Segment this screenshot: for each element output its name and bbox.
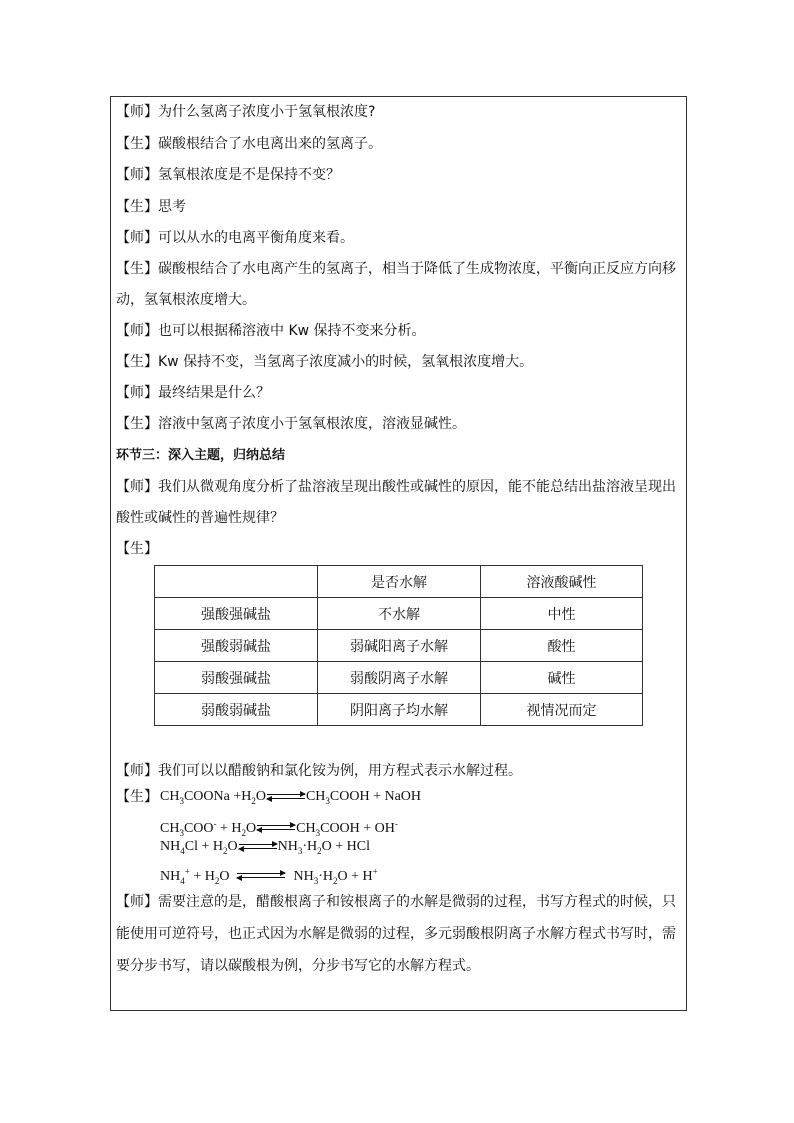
equation-left: $CH_3COONa +H_2O$ bbox=[160, 789, 266, 806]
table-row bbox=[155, 694, 643, 726]
table-cell: 弱酸阴离子水解 bbox=[318, 662, 481, 694]
equation-left: $NH_4Cl + H_2O$ bbox=[160, 839, 238, 856]
table-row bbox=[155, 662, 643, 694]
dialogue-line: 酸性或碱性的普遍性规律？ bbox=[116, 510, 284, 526]
reversible-arrow-icon bbox=[267, 792, 305, 802]
table-cell: 酸性 bbox=[481, 630, 643, 662]
dialogue-line: 【师】为什么氢离子浓度小于氢氧根浓度? bbox=[116, 104, 376, 120]
dialogue-line: 动，氢氧根浓度增大。 bbox=[116, 292, 256, 308]
reversible-arrow-icon bbox=[239, 842, 277, 852]
dialogue-line: 【生】溶液中氢离子浓度小于氢氧根浓度，溶液显碱性。 bbox=[116, 416, 466, 432]
table-cell: 弱酸强碱盐 bbox=[155, 662, 318, 694]
dialogue-line: 【师】氢氧根浓度是不是保持不变？ bbox=[116, 167, 340, 183]
table-row bbox=[155, 598, 643, 630]
table-header: 是否水解 bbox=[318, 566, 481, 598]
equation-right: $CH_3COOH$ + NaOH bbox=[305, 789, 422, 806]
dialogue-line: 要分步书写，请以碳酸根为例，分步书写它的水解方程式。 bbox=[116, 958, 480, 974]
table-cell: 碱性 bbox=[481, 662, 643, 694]
dialogue-line: 【生】Kw 保持不变，当氢离子浓度减小的时候，氢氧根浓度增大。 bbox=[116, 354, 534, 370]
table-header-row bbox=[155, 566, 643, 598]
dialogue-line: 【师】需要注意的是，醋酸根离子和铵根离子的水解是微弱的过程，书写方程式的时候，只 bbox=[116, 894, 676, 910]
dialogue-line: 【师】我们可以以醋酸钠和氯化铵为例，用方程式表示水解过程。 bbox=[116, 763, 522, 779]
equation-left: $NH_4^+ + H_2O$ bbox=[160, 866, 230, 886]
equation-1 bbox=[160, 788, 421, 810]
table-cell: 视情况而定 bbox=[481, 694, 643, 726]
section-heading: 环节三：深入主题，归纳总结 bbox=[116, 448, 286, 463]
salt-hydrolysis-table bbox=[154, 565, 643, 726]
table-cell: 强酸强碱盐 bbox=[155, 598, 318, 630]
table-cell: 不水解 bbox=[318, 598, 481, 630]
equation-right: $CH_3COOH + OH^-$ bbox=[296, 818, 398, 838]
equation-4 bbox=[160, 862, 378, 889]
equation-right: $NH_3\cdot H_2O + H^+$ bbox=[293, 866, 378, 886]
table-row bbox=[155, 630, 643, 662]
dialogue-line: 能使用可逆符号，也正式因为水解是微弱的过程，多元弱酸根阴离子水解方程式书写时，需 bbox=[116, 926, 676, 942]
table-header bbox=[155, 566, 318, 598]
equation-3 bbox=[160, 838, 370, 860]
dialogue-line: 【生】碳酸根结合了水电离产生的氢离子，相当于降低了生成物浓度，平衡向正反应方向移 bbox=[116, 261, 676, 277]
student-label: 【生】 bbox=[116, 541, 158, 557]
dialogue-line: 【师】可以从水的电离平衡角度来看。 bbox=[116, 230, 354, 246]
equation-right: $NH_3\cdot H_2O$ + HCl bbox=[277, 839, 370, 856]
dialogue-line: 【师】我们从微观角度分析了盐溶液呈现出酸性或碱性的原因，能不能总结出盐溶液呈现出 bbox=[116, 479, 676, 495]
table-header: 溶液酸碱性 bbox=[481, 566, 643, 598]
table-cell: 弱酸弱碱盐 bbox=[155, 694, 318, 726]
table-cell: 阴阳离子均水解 bbox=[318, 694, 481, 726]
dialogue-line: 【师】也可以根据稀溶液中 Kw 保持不变来分析。 bbox=[116, 323, 426, 339]
table-cell: 弱碱阳离子水解 bbox=[318, 630, 481, 662]
table-cell: 中性 bbox=[481, 598, 643, 630]
reversible-arrow-icon bbox=[237, 871, 285, 881]
dialogue-line: 【生】碳酸根结合了水电离出来的氢离子。 bbox=[116, 136, 382, 152]
dialogue-line: 【生】思考 bbox=[116, 199, 186, 215]
equation-left: $CH_3COO^- + H_2O$ bbox=[160, 818, 257, 838]
student-label: 【生】 bbox=[116, 789, 158, 805]
dialogue-line: 【师】最终结果是什么？ bbox=[116, 385, 270, 401]
reversible-arrow-icon bbox=[257, 823, 295, 833]
table-cell: 强酸弱碱盐 bbox=[155, 630, 318, 662]
